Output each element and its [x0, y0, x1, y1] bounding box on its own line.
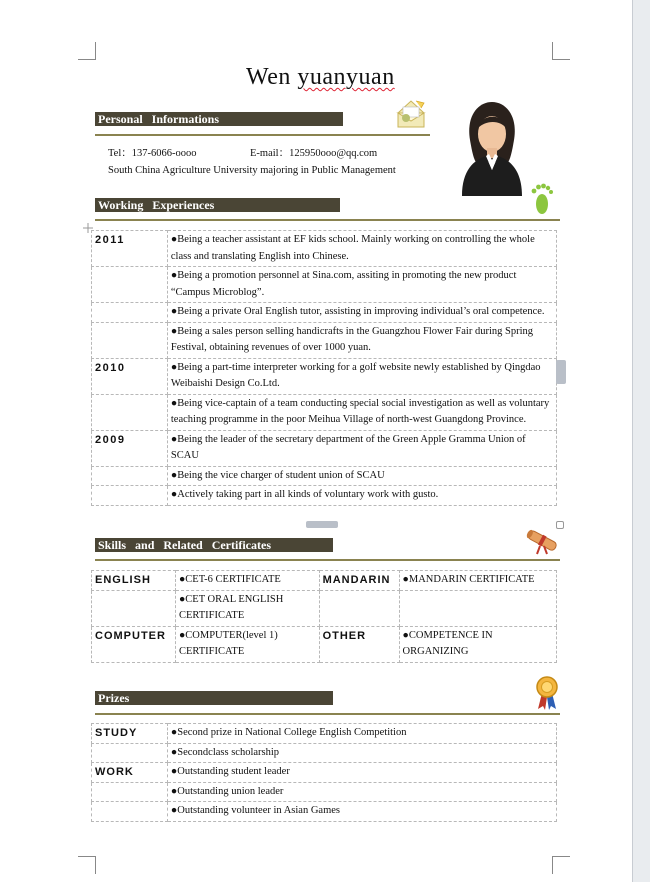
email-label: E-mail：	[250, 148, 290, 159]
table-row	[92, 231, 557, 267]
work-item-1[interactable]: ●Being a teacher assistant at EF kids school. Mainly working on controlling the whole class and translating English into Chinese.	[167, 231, 556, 267]
table-row	[92, 782, 557, 802]
contact-email-row	[250, 145, 377, 162]
margin-corner-bottom-left	[78, 856, 96, 874]
table-row	[92, 626, 557, 662]
diploma-scroll-icon	[524, 526, 560, 556]
table-row-insert-handle[interactable]	[306, 521, 338, 528]
work-item-6[interactable]: ●Being vice-captain of a team conducting special social investigation as well as voluntary teaching programme in the poor Meihua Village of north-west Guangdong Province.	[167, 394, 556, 430]
school-line: South China Agriculture University majoring in Public Management	[108, 165, 396, 176]
work-item-5[interactable]: ●Being a part-time interpreter working for a golf website newly established by Qingdao Weibaishi Design Co.Ltd.	[167, 358, 556, 394]
table-row	[92, 466, 557, 486]
table-row	[92, 267, 557, 303]
tel-label: Tel：	[108, 148, 132, 159]
skill-mandarin-1[interactable]: ●MANDARIN CERTIFICATE	[399, 571, 556, 591]
table-row	[92, 486, 557, 506]
envelope-icon	[394, 97, 428, 131]
footprint-icon	[528, 182, 556, 216]
prizes-table	[91, 723, 557, 822]
section-rule-personal	[95, 134, 430, 136]
prize-label-work: WORK	[92, 763, 168, 783]
section-heading-work[interactable]: Working Experiences	[95, 198, 340, 212]
work-item-2[interactable]: ●Being a promotion personnel at Sina.com, assiting in promoting the new product “Campus Microblog”.	[167, 267, 556, 303]
contact-phone-row	[108, 145, 197, 162]
name-last: yuanyuan	[297, 64, 395, 90]
prize-label-study: STUDY	[92, 724, 168, 744]
skill-computer-1[interactable]: ●COMPUTER(level 1) CERTIFICATE	[175, 626, 319, 662]
table-row	[92, 322, 557, 358]
work-item-8[interactable]: ●Being the vice charger of student union of SCAU	[167, 466, 556, 486]
prize-item-1[interactable]: ●Second prize in National College English Competition	[167, 724, 556, 744]
skill-english-1[interactable]: ●CET-6 CERTIFICATE	[175, 571, 319, 591]
work-item-9[interactable]: ●Actively taking part in all kinds of voluntary work with gusto.	[167, 486, 556, 506]
table-row	[92, 571, 557, 591]
margin-corner-bottom-right	[552, 856, 570, 874]
section-rule-work	[95, 219, 560, 221]
table-row	[92, 430, 557, 466]
skills-table	[91, 570, 557, 663]
table-row	[92, 743, 557, 763]
resume-name[interactable]	[246, 64, 395, 91]
award-medal-icon	[534, 675, 560, 711]
skill-english-2[interactable]: ●CET ORAL ENGLISH CERTIFICATE	[175, 590, 319, 626]
skill-label-computer: COMPUTER	[92, 626, 176, 662]
table-row	[92, 802, 557, 822]
email-value: 125950ooo@qq.com	[289, 148, 378, 159]
year-2009: 2009	[92, 430, 168, 466]
skill-label-other: OTHER	[319, 626, 399, 662]
work-item-3[interactable]: ●Being a private Oral English tutor, assisting in improving individual’s oral competence.	[167, 303, 556, 323]
table-row	[92, 394, 557, 430]
prize-item-2[interactable]: ●Secondclass scholarship	[167, 743, 556, 763]
section-rule-skills	[95, 559, 560, 561]
skill-label-english: ENGLISH	[92, 571, 176, 591]
work-table	[91, 230, 557, 506]
work-item-7[interactable]: ●Being the leader of the secretary department of the Green Apple Gramma Union of SCAU	[167, 430, 556, 466]
tel-value: 137-6066-oooo	[131, 148, 197, 159]
skill-other-1[interactable]: ●COMPETENCE IN ORGANIZING	[399, 626, 556, 662]
section-heading-skills[interactable]: Skills and Related Certificates	[95, 538, 333, 552]
avatar-businesswoman-icon	[460, 100, 524, 196]
prize-item-4[interactable]: ●Outstanding union leader	[167, 782, 556, 802]
window-edge-scroll-area[interactable]	[632, 0, 650, 882]
section-heading-personal[interactable]: Personal Informations	[95, 112, 343, 126]
name-first: Wen	[246, 64, 291, 90]
table-row	[92, 590, 557, 626]
year-2011: 2011	[92, 231, 168, 267]
table-row	[92, 724, 557, 744]
section-heading-prizes[interactable]: Prizes	[95, 691, 333, 705]
prize-item-5[interactable]: ●Outstanding volunteer in Asian Games	[167, 802, 556, 822]
table-row	[92, 303, 557, 323]
margin-corner-top-left	[78, 42, 96, 60]
year-2010: 2010	[92, 358, 168, 394]
section-rule-prizes	[95, 713, 560, 715]
work-item-4[interactable]: ●Being a sales person selling handicrafts in the Guangzhou Flower Fair during Spring Festival, obtaining revenues of over 1000 yuan.	[167, 322, 556, 358]
table-column-insert-handle[interactable]	[556, 360, 566, 384]
table-row	[92, 358, 557, 394]
table-row	[92, 763, 557, 783]
skill-label-mandarin: MANDARIN	[319, 571, 399, 591]
prize-item-3[interactable]: ●Outstanding student leader	[167, 763, 556, 783]
margin-corner-top-right	[552, 42, 570, 60]
